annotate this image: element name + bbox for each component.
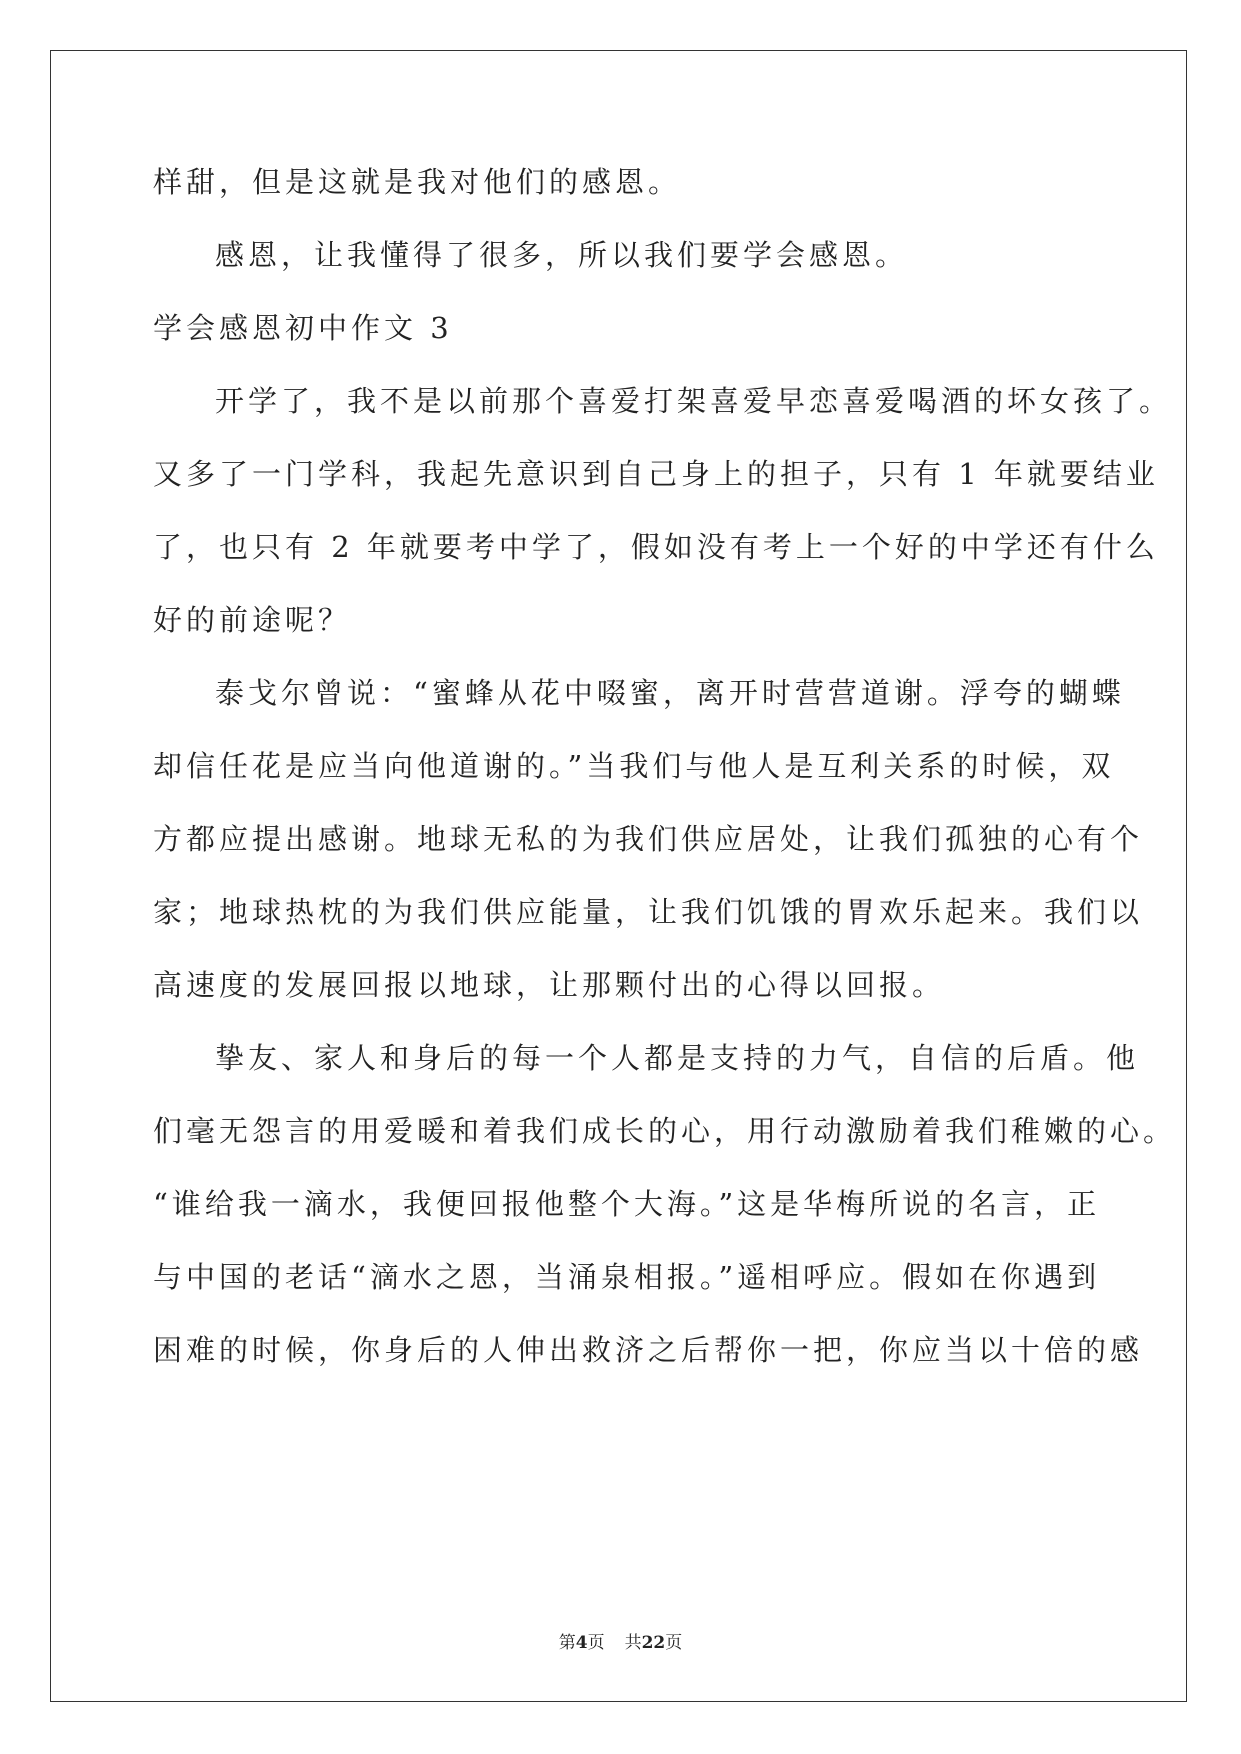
footer-total-suffix: 页 <box>665 1633 683 1653</box>
text-line-14: 们毫无怨言的用爱暖和着我们成长的心，用行动激励着我们稚嫩的心。 <box>153 1114 1177 1148</box>
text-line-4: 开学了，我不是以前那个喜爱打架喜爱早恋喜爱喝酒的坏女孩了。 <box>215 384 1173 418</box>
text-line-15: “谁给我一滴水，我便回报他整个大海。”这是华梅所说的名言，正 <box>153 1187 1101 1221</box>
text-line-8: 泰戈尔曾说：“蜜蜂从花中啜蜜，离开时营营道谢。浮夸的蝴蝶 <box>215 676 1125 710</box>
text-line-10: 方都应提出感谢。地球无私的为我们供应居处，让我们孤独的心有个 <box>153 822 1144 856</box>
text-line-12: 高速度的发展回报以地球，让那颗付出的心得以回报。 <box>153 968 946 1002</box>
text-line-17: 困难的时候，你身后的人伸出救济之后帮你一把，你应当以十倍的感 <box>153 1333 1144 1367</box>
footer-total-prefix: 共 <box>624 1633 642 1653</box>
page-footer <box>0 1631 1241 1655</box>
text-line-11: 家；地球热枕的为我们供应能量，让我们饥饿的胃欢乐起来。我们以 <box>153 895 1144 929</box>
footer-page-number: 4 <box>575 1633 588 1653</box>
text-line-16: 与中国的老话“滴水之恩，当涌泉相报。”遥相呼应。假如在你遇到 <box>153 1260 1101 1294</box>
footer-page-prefix: 第 <box>558 1633 576 1653</box>
text-line-7: 好的前途呢？ <box>153 603 352 637</box>
footer-total-pages: 22 <box>641 1633 666 1653</box>
text-line-1: 样甜，但是这就是我对他们的感恩。 <box>153 165 682 199</box>
text-line-5: 又多了一门学科，我起先意识到自己身上的担子，只有 1 年就要结业 <box>153 457 1159 491</box>
section-heading: 学会感恩初中作文 3 <box>153 311 453 345</box>
text-line-2: 感恩，让我懂得了很多，所以我们要学会感恩。 <box>215 238 909 272</box>
text-line-9: 却信任花是应当向他道谢的。”当我们与他人是互利关系的时候，双 <box>153 749 1115 783</box>
footer-page-suffix: 页 <box>587 1633 605 1653</box>
text-line-6: 了，也只有 2 年就要考中学了，假如没有考上一个好的中学还有什么 <box>153 530 1159 564</box>
page-border <box>50 50 1187 1702</box>
text-line-13: 挚友、家人和身后的每一个人都是支持的力气，自信的后盾。他 <box>215 1041 1140 1075</box>
